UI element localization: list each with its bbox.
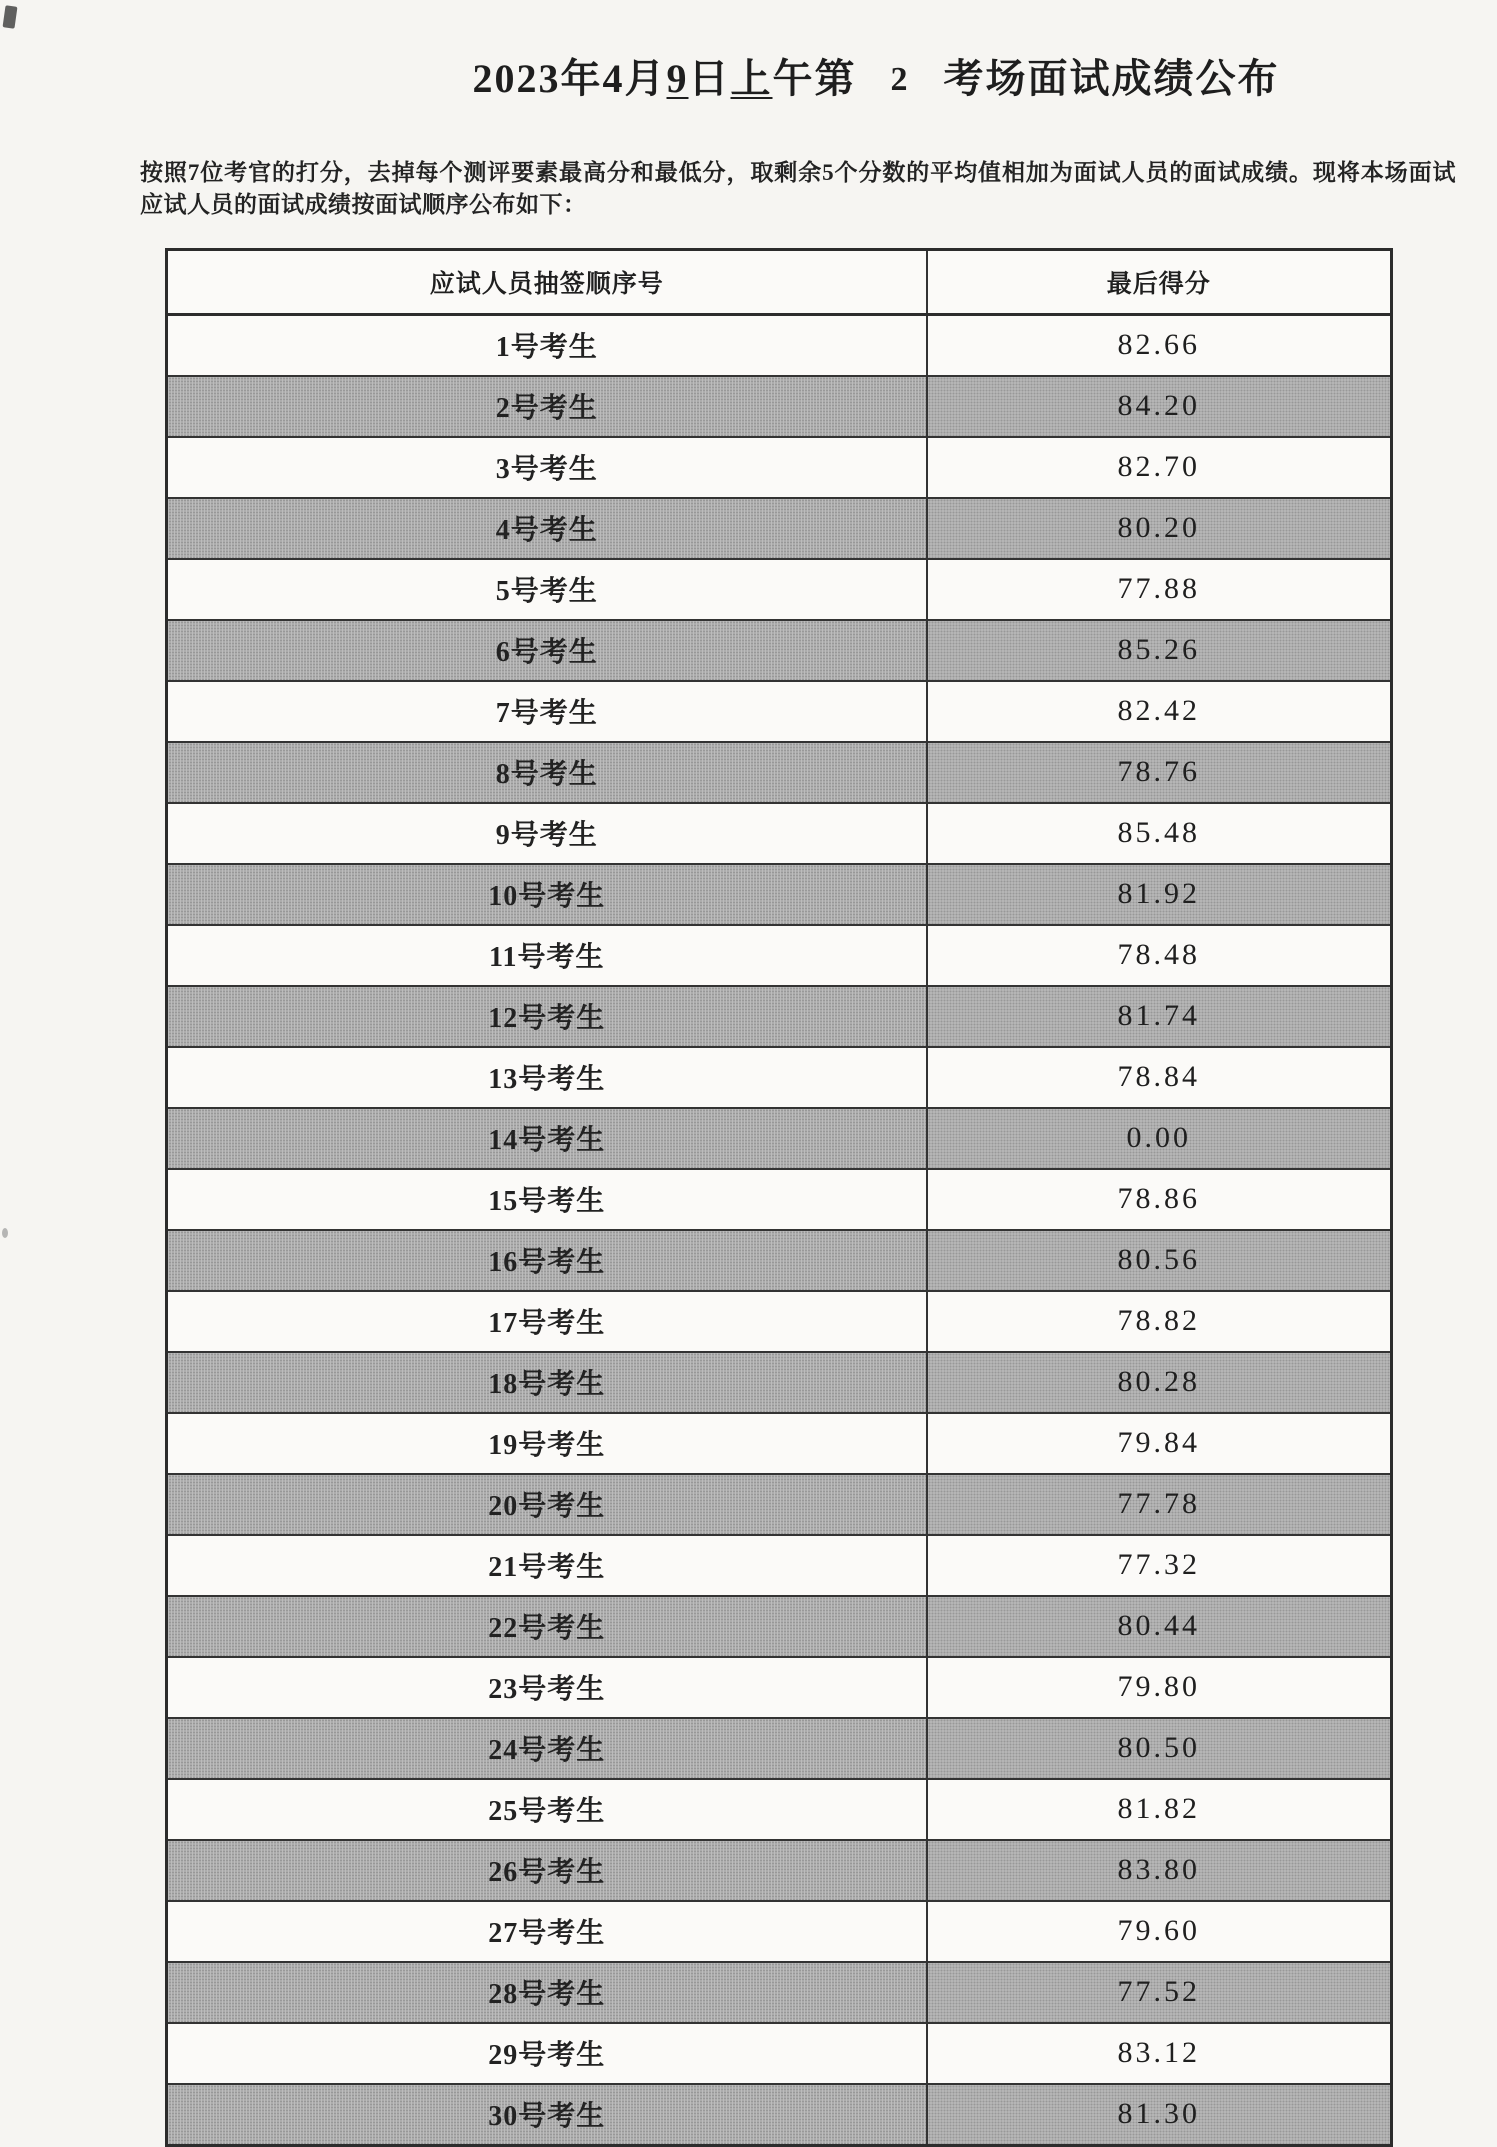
candidate-score: 81.30 xyxy=(927,2084,1392,2146)
score-table xyxy=(165,248,1393,2147)
candidate-label: 11号考生 xyxy=(167,925,927,986)
candidate-label: 6号考生 xyxy=(167,620,927,681)
table-header-row xyxy=(167,249,1392,314)
candidate-label: 8号考生 xyxy=(167,742,927,803)
table-row xyxy=(167,1474,1392,1535)
candidate-score: 79.80 xyxy=(927,1657,1392,1718)
candidate-label: 20号考生 xyxy=(167,1474,927,1535)
candidate-score: 81.74 xyxy=(927,986,1392,1047)
candidate-label: 24号考生 xyxy=(167,1718,927,1779)
candidate-label: 18号考生 xyxy=(167,1352,927,1413)
candidate-score: 82.66 xyxy=(927,314,1392,376)
table-row xyxy=(167,1840,1392,1901)
table-row xyxy=(167,1535,1392,1596)
candidate-label: 9号考生 xyxy=(167,803,927,864)
candidate-score: 83.12 xyxy=(927,2023,1392,2084)
candidate-score: 85.26 xyxy=(927,620,1392,681)
table-row xyxy=(167,376,1392,437)
candidate-label: 3号考生 xyxy=(167,437,927,498)
title-ampm-fill-in: 上 xyxy=(730,55,773,101)
candidate-score: 81.92 xyxy=(927,864,1392,925)
candidate-score: 82.70 xyxy=(927,437,1392,498)
candidate-score: 78.82 xyxy=(927,1291,1392,1352)
table-row xyxy=(167,1596,1392,1657)
title-text-mid2: 午第 xyxy=(772,55,857,101)
candidate-score: 78.84 xyxy=(927,1047,1392,1108)
candidate-label: 13号考生 xyxy=(167,1047,927,1108)
candidate-score: 77.88 xyxy=(927,559,1392,620)
table-row xyxy=(167,2023,1392,2084)
table-row xyxy=(167,314,1392,376)
candidate-score: 85.48 xyxy=(927,803,1392,864)
table-row xyxy=(167,742,1392,803)
candidate-label: 12号考生 xyxy=(167,986,927,1047)
candidate-label: 23号考生 xyxy=(167,1657,927,1718)
table-row xyxy=(167,1108,1392,1169)
candidate-score: 83.80 xyxy=(927,1840,1392,1901)
candidate-score: 79.60 xyxy=(927,1901,1392,1962)
candidate-score: 80.20 xyxy=(927,498,1392,559)
candidate-score: 80.28 xyxy=(927,1352,1392,1413)
candidate-label: 17号考生 xyxy=(167,1291,927,1352)
candidate-score: 81.82 xyxy=(927,1779,1392,1840)
candidate-label: 4号考生 xyxy=(167,498,927,559)
intro-paragraph: 按照7位考官的打分，去掉每个测评要素最高分和最低分，取剩余5个分数的平均值相加为面试人员的面试成绩。现将本场面试应试人员的面试成绩按面试顺序公布如下： xyxy=(140,159,1456,217)
candidate-score: 0.00 xyxy=(927,1108,1392,1169)
candidate-score: 82.42 xyxy=(927,681,1392,742)
table-row xyxy=(167,1352,1392,1413)
table-row xyxy=(167,1413,1392,1474)
column-header-final-score: 最后得分 xyxy=(927,249,1392,314)
candidate-label: 14号考生 xyxy=(167,1108,927,1169)
candidate-score: 77.32 xyxy=(927,1535,1392,1596)
candidate-score: 78.86 xyxy=(927,1169,1392,1230)
table-row xyxy=(167,1169,1392,1230)
table-row xyxy=(167,681,1392,742)
table-row xyxy=(167,1718,1392,1779)
title-text-prefix: 2023年4月 xyxy=(472,55,667,101)
candidate-label: 7号考生 xyxy=(167,681,927,742)
table-row xyxy=(167,1230,1392,1291)
table-row xyxy=(167,1291,1392,1352)
candidate-score: 80.50 xyxy=(927,1718,1392,1779)
candidate-score: 78.48 xyxy=(927,925,1392,986)
title-row xyxy=(0,0,1497,131)
candidate-label: 5号考生 xyxy=(167,559,927,620)
table-row xyxy=(167,437,1392,498)
candidate-label: 16号考生 xyxy=(167,1230,927,1291)
table-row xyxy=(167,925,1392,986)
candidate-score: 80.56 xyxy=(927,1230,1392,1291)
candidate-label: 25号考生 xyxy=(167,1779,927,1840)
candidate-label: 15号考生 xyxy=(167,1169,927,1230)
candidate-label: 10号考生 xyxy=(167,864,927,925)
table-row xyxy=(167,986,1392,1047)
table-row xyxy=(167,1657,1392,1718)
page-title xyxy=(473,47,1280,104)
candidate-label: 29号考生 xyxy=(167,2023,927,2084)
candidate-score: 78.76 xyxy=(927,742,1392,803)
candidate-label: 19号考生 xyxy=(167,1413,927,1474)
candidate-score: 84.20 xyxy=(927,376,1392,437)
table-row xyxy=(167,620,1392,681)
candidate-score: 79.84 xyxy=(927,1413,1392,1474)
table-row xyxy=(167,2084,1392,2146)
candidate-label: 28号考生 xyxy=(167,1962,927,2023)
table-row xyxy=(167,1779,1392,1840)
title-day-fill-in: 9 xyxy=(666,55,689,101)
title-text-suffix: 考场面试成绩公布 xyxy=(943,55,1280,101)
candidate-score: 77.78 xyxy=(927,1474,1392,1535)
candidate-label: 21号考生 xyxy=(167,1535,927,1596)
title-room-number-fill-in: 2 xyxy=(890,60,910,98)
scan-artifact-speck xyxy=(2,1228,8,1238)
score-table-body xyxy=(167,314,1392,2145)
candidate-score: 80.44 xyxy=(927,1596,1392,1657)
title-text-mid: 日 xyxy=(688,55,731,101)
table-row xyxy=(167,864,1392,925)
table-row xyxy=(167,1901,1392,1962)
table-row xyxy=(167,1047,1392,1108)
candidate-label: 27号考生 xyxy=(167,1901,927,1962)
table-row xyxy=(167,498,1392,559)
column-header-candidate-order: 应试人员抽签顺序号 xyxy=(167,249,927,314)
candidate-label: 1号考生 xyxy=(167,314,927,376)
table-row xyxy=(167,1962,1392,2023)
candidate-label: 22号考生 xyxy=(167,1596,927,1657)
candidate-label: 2号考生 xyxy=(167,376,927,437)
table-row xyxy=(167,559,1392,620)
candidate-label: 26号考生 xyxy=(167,1840,927,1901)
candidate-score: 77.52 xyxy=(927,1962,1392,2023)
candidate-label: 30号考生 xyxy=(167,2084,927,2146)
table-row xyxy=(167,803,1392,864)
